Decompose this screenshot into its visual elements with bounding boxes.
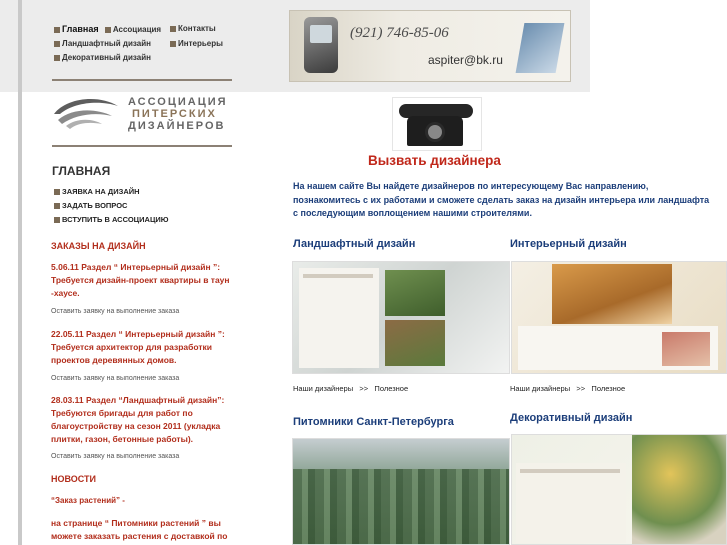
menu-item-association[interactable]: [105, 25, 161, 34]
menu-label: Интерьеры: [178, 39, 223, 48]
our-designers-link[interactable]: Наши дизайнеры: [293, 384, 354, 393]
mobile-phone-icon: [304, 17, 338, 73]
sidebar-link-request[interactable]: [54, 187, 169, 196]
bullet-square-icon: [54, 55, 60, 61]
useful-link[interactable]: Полезное: [374, 384, 409, 393]
landscape-preview-image[interactable]: [292, 261, 510, 374]
decorative-preview-image[interactable]: [511, 434, 727, 545]
contact-banner: [289, 10, 571, 82]
banner-email[interactable]: aspiter@bk.ru: [428, 53, 503, 67]
menu-label: Ассоциация: [112, 25, 162, 34]
menu-label: Декоративный дизайн: [62, 53, 151, 62]
orders-heading: ЗАКАЗЫ НА ДИЗАЙН: [51, 241, 146, 251]
sidebar-links: [54, 187, 169, 229]
menu-item-home[interactable]: [54, 24, 99, 34]
page-title: ГЛАВНАЯ: [52, 164, 111, 178]
sidebar-link-label: ВСТУПИТЬ В АССОЦИАЦИЮ: [62, 215, 169, 224]
logo-swoosh-icon: [52, 96, 122, 130]
useful-link[interactable]: Полезное: [591, 384, 626, 393]
bullet-square-icon: [54, 217, 60, 223]
sidebar-link-label: ЗАЯВКА НА ДИЗАЙН: [62, 187, 140, 196]
order-apply-link[interactable]: Оставить заявку на выполнение заказа: [51, 308, 180, 315]
call-designer-link[interactable]: Вызвать дизайнера: [368, 153, 501, 168]
preview-page: [516, 463, 626, 543]
bullet-square-icon: [54, 41, 60, 47]
menu-item-interiors[interactable]: [170, 39, 223, 48]
menu-item-contacts[interactable]: [170, 24, 216, 33]
bullet-square-icon: [105, 27, 111, 33]
intro-text: На нашем сайте Вы найдете дизайнеров по интересующему Вас направлению, познакомитесь с их работами и сможете сделать заказ на дизайн интерьера или ландшафта с последующим воплощением нашими строителями.: [293, 181, 710, 218]
preview-photo: [662, 332, 710, 366]
menu-label: Главная: [62, 24, 99, 34]
logo-text-line3: ДИЗАЙНЕРОВ: [128, 120, 226, 132]
bullet-square-icon: [54, 189, 60, 195]
nursery-photo[interactable]: [292, 438, 510, 545]
separator: >>: [359, 384, 369, 393]
bullet-square-icon: [54, 27, 60, 33]
our-designers-link[interactable]: Наши дизайнеры: [510, 384, 571, 393]
menu-item-landscape[interactable]: [54, 39, 151, 48]
bullet-square-icon: [170, 41, 176, 47]
sidebar-link-label: ЗАДАТЬ ВОПРОС: [62, 201, 128, 210]
menu-label: Контакты: [178, 24, 216, 33]
order-apply-link[interactable]: Оставить заявку на выполнение заказа: [51, 453, 180, 460]
section-title-nurseries[interactable]: Питомники Санкт-Петербурга: [293, 416, 454, 428]
preview-photo: [385, 270, 445, 316]
separator: >>: [576, 384, 586, 393]
telephone-image: [392, 97, 482, 151]
banner-phone: (921) 746-85-06: [350, 25, 449, 41]
divider: [52, 145, 232, 147]
bullet-square-icon: [54, 203, 60, 209]
logo[interactable]: [52, 94, 232, 136]
preview-photo: [293, 469, 510, 545]
left-border: [18, 0, 22, 545]
pen-icon: [516, 23, 565, 73]
preview-strip: [303, 274, 373, 278]
sidebar-link-join[interactable]: [54, 215, 169, 224]
section-title-landscape[interactable]: Ландшафтный дизайн: [293, 238, 416, 250]
preview-strip: [520, 469, 620, 473]
preview-page: [299, 268, 379, 368]
news-heading: НОВОСТИ: [51, 474, 97, 484]
interior-preview-image[interactable]: [511, 261, 727, 374]
news-item-text: на странице “ Питомники растений ” вы можете заказать растения с доставкой по: [51, 518, 228, 541]
landscape-links: [293, 384, 408, 393]
news-item-title[interactable]: “Заказ растений” -: [51, 496, 125, 505]
section-title-interior[interactable]: Интерьерный дизайн: [510, 238, 627, 250]
order-apply-link[interactable]: Оставить заявку на выполнение заказа: [51, 375, 180, 382]
preview-photo: [385, 320, 445, 366]
interior-links: [510, 384, 625, 393]
bullet-square-icon: [170, 26, 176, 32]
logo-text-line2: ПИТЕРСКИХ: [132, 108, 217, 120]
divider: [52, 79, 232, 81]
logo-text-line1: АССОЦИАЦИЯ: [128, 96, 228, 108]
order-item: 5.06.11 Раздел “ Интерьерный дизайн ”: Требуется дизайн-проект квартиры в таун -хаусе.: [51, 262, 230, 298]
order-item: 28.03.11 Раздел “Ландшафтный дизайн”: Требуются бригады для работ по благоустройству на сезон 2011 (укладка плитки, газон, бетонные работы).: [51, 395, 225, 444]
menu-label: Ландшафтный дизайн: [62, 39, 151, 48]
menu-item-decorative[interactable]: [54, 53, 151, 62]
sidebar-link-question[interactable]: [54, 201, 169, 210]
section-title-decorative[interactable]: Декоративный дизайн: [510, 412, 633, 424]
preview-photo: [632, 435, 727, 545]
order-item: 22.05.11 Раздел “ Интерьерный дизайн ”: Требуется архитектор для разработки проектов деревянных домов.: [51, 329, 225, 365]
preview-photo: [552, 264, 672, 324]
dial-icon: [425, 122, 445, 142]
